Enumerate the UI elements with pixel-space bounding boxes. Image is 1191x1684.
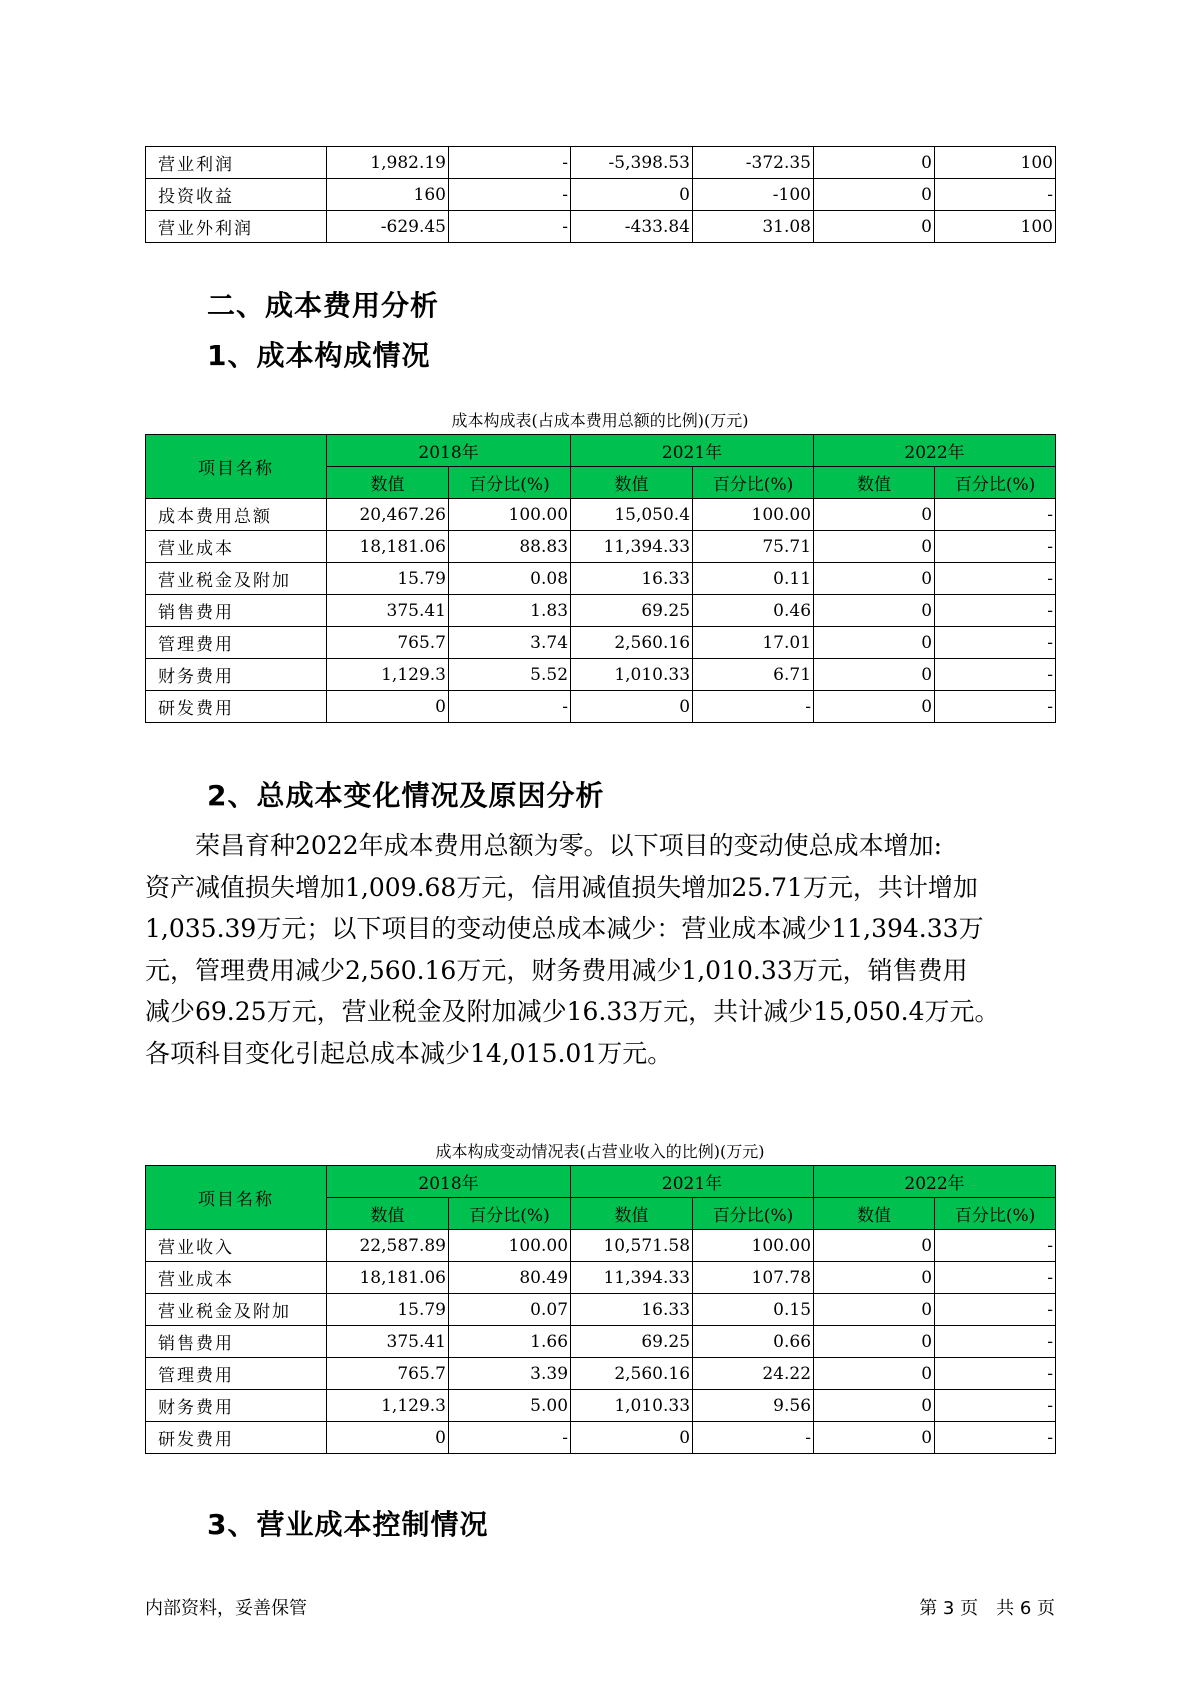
table-cell: - [935, 499, 1056, 531]
table-row [146, 563, 1056, 595]
table-cell: 88.83 [449, 531, 571, 563]
table-cell: - [935, 1358, 1056, 1390]
table-cell: 0 [327, 691, 449, 723]
paragraph-line: 元，管理费用减少2,560.16万元，财务费用减少1,010.33万元，销售费用 [145, 955, 968, 985]
header-year-2021: 2021年 [571, 1166, 814, 1198]
table-cell: 100 [935, 211, 1056, 243]
paragraph-line: 荣昌育种2022年成本费用总额为零。以下项目的变动使总成本增加: [145, 831, 943, 860]
table-cell: - [935, 179, 1056, 211]
table-cell: 5.52 [449, 659, 571, 691]
table-cell: 1,010.33 [571, 659, 693, 691]
table-cell: 18,181.06 [327, 1262, 449, 1294]
table-row [146, 1326, 1056, 1358]
table-cell: 0 [814, 563, 935, 595]
row-label: 营业外利润 [146, 211, 327, 243]
header-year-2022: 2022年 [814, 1166, 1056, 1198]
table-cell: - [449, 691, 571, 723]
table-cell: 0 [814, 1262, 935, 1294]
table-cell: 0 [814, 179, 935, 211]
table-cell: 5.00 [449, 1390, 571, 1422]
table-cell: 375.41 [327, 1326, 449, 1358]
header-percent: 百分比(%) [935, 467, 1056, 499]
table-cell: -5,398.53 [571, 147, 693, 179]
table-cell: 100.00 [693, 1230, 814, 1262]
table-cell: - [935, 1390, 1056, 1422]
row-label: 财务费用 [146, 659, 327, 691]
header-value: 数值 [814, 1198, 935, 1230]
table-cell: -433.84 [571, 211, 693, 243]
table-cell: 17.01 [693, 627, 814, 659]
table-cell: 18,181.06 [327, 531, 449, 563]
table-cell: 0 [814, 1422, 935, 1454]
table-cell: - [935, 627, 1056, 659]
header-percent: 百分比(%) [935, 1198, 1056, 1230]
table-cell: 15,050.4 [571, 499, 693, 531]
table-cell: 0.08 [449, 563, 571, 595]
table-row [146, 1390, 1056, 1422]
row-label: 营业税金及附加 [146, 1294, 327, 1326]
table-cell: 11,394.33 [571, 531, 693, 563]
table-cell: - [449, 1422, 571, 1454]
table-cell: 0 [571, 691, 693, 723]
header-year-2021: 2021年 [571, 435, 814, 467]
table-cell: 11,394.33 [571, 1262, 693, 1294]
row-label: 销售费用 [146, 1326, 327, 1358]
table-cell: 100.00 [449, 499, 571, 531]
cost-change-table [145, 1165, 1056, 1454]
header-year-2022: 2022年 [814, 435, 1056, 467]
subheading-total-cost-change: 2、总成本变化情况及原因分析 [207, 779, 605, 812]
table-cell: 0 [814, 1390, 935, 1422]
table-cell: 20,467.26 [327, 499, 449, 531]
header-year-2018: 2018年 [327, 1166, 571, 1198]
table-cell: 0 [814, 1294, 935, 1326]
table-cell: 0.46 [693, 595, 814, 627]
row-label: 销售费用 [146, 595, 327, 627]
table-cell: - [449, 211, 571, 243]
table-row [146, 691, 1056, 723]
row-label: 研发费用 [146, 1422, 327, 1454]
table-cell: - [935, 659, 1056, 691]
table-cell: 3.74 [449, 627, 571, 659]
table-row [146, 1358, 1056, 1390]
row-label: 营业利润 [146, 147, 327, 179]
table-cell: - [449, 179, 571, 211]
table-cell: 100.00 [693, 499, 814, 531]
section-heading-cost-analysis: 二、成本费用分析 [207, 289, 440, 322]
table-cell: -372.35 [693, 147, 814, 179]
table-row [146, 531, 1056, 563]
paragraph-line: 各项科目变化引起总成本减少14,015.01万元。 [145, 1038, 673, 1068]
table-cell: 107.78 [693, 1262, 814, 1294]
table-cell: 100.00 [449, 1230, 571, 1262]
footer-page-number: 第 3 页 共 6 页 [919, 1598, 1055, 1619]
paragraph-line: 减少69.25万元，营业税金及附加减少16.33万元，共计减少15,050.4万元。 [145, 997, 1000, 1026]
table-cell: 9.56 [693, 1390, 814, 1422]
table-cell: - [935, 1262, 1056, 1294]
table-cell: 6.71 [693, 659, 814, 691]
table-row [146, 1294, 1056, 1326]
table-cell: 1,129.3 [327, 1390, 449, 1422]
header-item-name: 项目名称 [146, 435, 327, 499]
table-cell: 0 [814, 147, 935, 179]
table-row [146, 1230, 1056, 1262]
table-cell: 15.79 [327, 1294, 449, 1326]
header-percent: 百分比(%) [449, 1198, 571, 1230]
table-row [146, 179, 1056, 211]
cost-structure-table [145, 434, 1056, 723]
table-cell: 0 [571, 179, 693, 211]
table-cell: - [693, 691, 814, 723]
header-value: 数值 [327, 467, 449, 499]
table-cell: 0 [571, 1422, 693, 1454]
row-label: 投资收益 [146, 179, 327, 211]
paragraph-line: 资产减值损失增加1,009.68万元，信用减值损失增加25.71万元，共计增加 [145, 872, 978, 902]
header-percent: 百分比(%) [693, 1198, 814, 1230]
table-cell: 0 [814, 211, 935, 243]
row-label: 管理费用 [146, 1358, 327, 1390]
header-value: 数值 [327, 1198, 449, 1230]
table-cell: - [935, 691, 1056, 723]
table-row [146, 659, 1056, 691]
table-cell: 0 [814, 659, 935, 691]
header-year-2018: 2018年 [327, 435, 571, 467]
table-cell: 0 [814, 595, 935, 627]
row-label: 财务费用 [146, 1390, 327, 1422]
table-row [146, 627, 1056, 659]
table1-caption: 成本构成表(占成本费用总额的比例)(万元) [451, 411, 749, 430]
table-row [146, 499, 1056, 531]
table-cell: 0.66 [693, 1326, 814, 1358]
header-value: 数值 [814, 467, 935, 499]
table-cell: 765.7 [327, 627, 449, 659]
subheading-operating-cost-control: 3、营业成本控制情况 [207, 1508, 489, 1541]
subheading-cost-structure: 1、成本构成情况 [207, 339, 431, 372]
table-row [146, 1422, 1056, 1454]
table-cell: 10,571.58 [571, 1230, 693, 1262]
table-cell: 31.08 [693, 211, 814, 243]
table-cell: - [935, 563, 1056, 595]
table-cell: 0 [814, 1326, 935, 1358]
table-cell: 0 [814, 499, 935, 531]
table-cell: 0 [814, 691, 935, 723]
row-label: 成本费用总额 [146, 499, 327, 531]
table-cell: 24.22 [693, 1358, 814, 1390]
table2-caption: 成本构成变动情况表(占营业收入的比例)(万元) [435, 1142, 765, 1161]
table-cell: -100 [693, 179, 814, 211]
footer-confidential-note: 内部资料，妥善保管 [145, 1598, 307, 1619]
table-cell: 69.25 [571, 595, 693, 627]
table-cell: - [935, 531, 1056, 563]
table-cell: 100 [935, 147, 1056, 179]
table-cell: 22,587.89 [327, 1230, 449, 1262]
table-cell: - [693, 1422, 814, 1454]
table-cell: 16.33 [571, 563, 693, 595]
table-cell: 0 [814, 1230, 935, 1262]
table-cell: 160 [327, 179, 449, 211]
table-cell: 1,010.33 [571, 1390, 693, 1422]
table-cell: 2,560.16 [571, 627, 693, 659]
table-row [146, 211, 1056, 243]
table-cell: -629.45 [327, 211, 449, 243]
table-cell: 69.25 [571, 1326, 693, 1358]
table-cell: 80.49 [449, 1262, 571, 1294]
row-label: 研发费用 [146, 691, 327, 723]
row-label: 营业成本 [146, 1262, 327, 1294]
row-label: 管理费用 [146, 627, 327, 659]
table-cell: - [935, 1326, 1056, 1358]
table-cell: - [935, 595, 1056, 627]
top-table [145, 146, 1056, 243]
table-row [146, 1262, 1056, 1294]
table-cell: 1.83 [449, 595, 571, 627]
header-value: 数值 [571, 1198, 693, 1230]
row-label: 营业收入 [146, 1230, 327, 1262]
header-value: 数值 [571, 467, 693, 499]
table-cell: 1,129.3 [327, 659, 449, 691]
table-cell: 0 [327, 1422, 449, 1454]
table-cell: - [935, 1422, 1056, 1454]
table-cell: 75.71 [693, 531, 814, 563]
table-cell: - [449, 147, 571, 179]
table-cell: 0 [814, 627, 935, 659]
table-cell: - [935, 1230, 1056, 1262]
row-label: 营业税金及附加 [146, 563, 327, 595]
row-label: 营业成本 [146, 531, 327, 563]
table-cell: 16.33 [571, 1294, 693, 1326]
table-cell: 0.07 [449, 1294, 571, 1326]
analysis-paragraph [145, 825, 1055, 1074]
paragraph-line: 1,035.39万元；以下项目的变动使总成本减少：营业成本减少11,394.33万 [145, 914, 984, 943]
table-cell: 3.39 [449, 1358, 571, 1390]
table-cell: 765.7 [327, 1358, 449, 1390]
table-row [146, 147, 1056, 179]
table-cell: 0.11 [693, 563, 814, 595]
table-cell: 2,560.16 [571, 1358, 693, 1390]
table-cell: 0 [814, 531, 935, 563]
table-cell: - [935, 1294, 1056, 1326]
table-row [146, 595, 1056, 627]
table-cell: 1,982.19 [327, 147, 449, 179]
table-cell: 1.66 [449, 1326, 571, 1358]
table-cell: 15.79 [327, 563, 449, 595]
header-percent: 百分比(%) [693, 467, 814, 499]
header-percent: 百分比(%) [449, 467, 571, 499]
header-item-name: 项目名称 [146, 1166, 327, 1230]
table-cell: 375.41 [327, 595, 449, 627]
table-cell: 0 [814, 1358, 935, 1390]
table-cell: 0.15 [693, 1294, 814, 1326]
